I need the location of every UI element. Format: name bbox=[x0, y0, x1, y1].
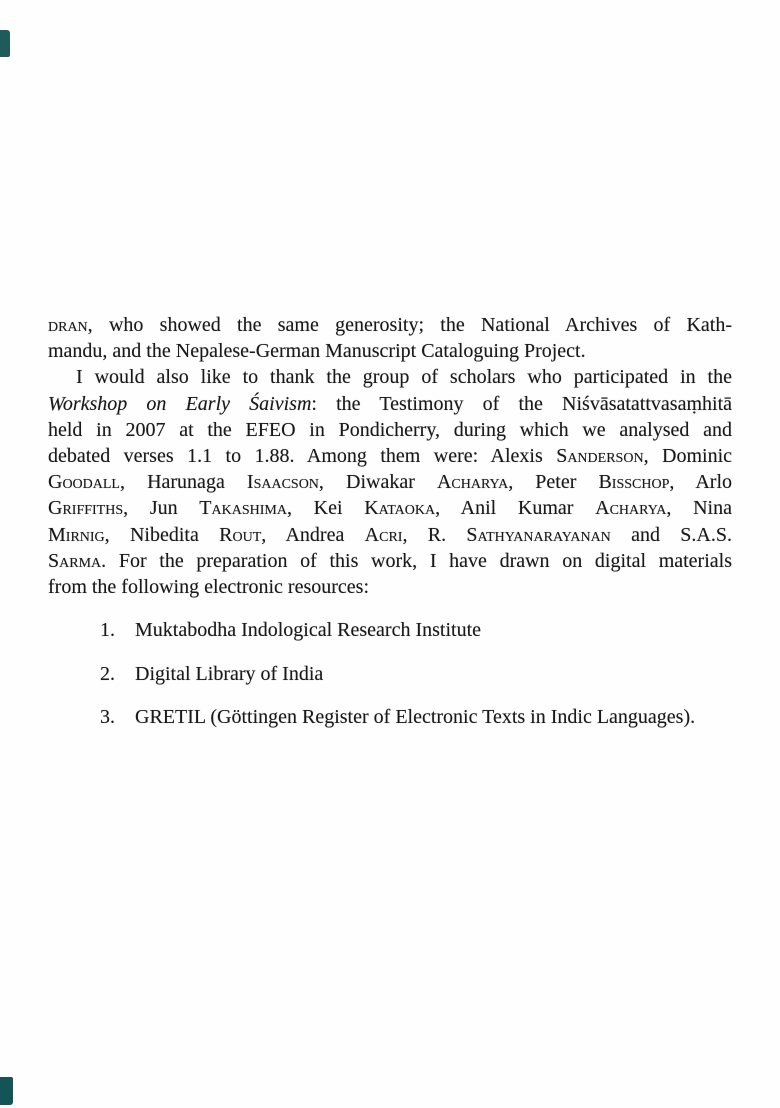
text-run: mandu, and the Nepalese-German Manuscript Cataloguing Project. bbox=[48, 340, 586, 363]
paragraph bbox=[48, 312, 732, 364]
text-line bbox=[48, 574, 732, 600]
text-line bbox=[48, 417, 732, 443]
text-line bbox=[48, 338, 732, 364]
text-run: I would also like to thank the group of scholars who participated in the bbox=[76, 366, 732, 389]
text-run: debated verses 1.1 to 1.88. Among them were: Alexis bbox=[48, 445, 557, 468]
list-number: 1. bbox=[100, 619, 115, 642]
small-caps-name: Rout bbox=[219, 523, 262, 546]
list-number: 3. bbox=[100, 706, 115, 729]
scan-artifact-top-left bbox=[0, 30, 10, 57]
text-line bbox=[48, 469, 732, 495]
text-line bbox=[48, 443, 732, 469]
small-caps-name: Acri bbox=[364, 523, 403, 546]
small-caps-name: Sarma bbox=[48, 549, 102, 572]
text-line bbox=[48, 495, 732, 521]
list-item-label: GRETIL (Göttingen Register of Electronic Texts in Indic Languages). bbox=[135, 706, 696, 729]
small-caps-name: Goodall bbox=[48, 471, 120, 494]
list-item bbox=[48, 704, 732, 730]
small-caps-name: Mirnig bbox=[48, 523, 105, 546]
small-caps-name: Acharya bbox=[595, 497, 667, 520]
paragraph bbox=[48, 364, 732, 600]
text-line bbox=[48, 522, 732, 548]
acknowledgments-text bbox=[48, 312, 732, 748]
small-caps-name: Isaacson bbox=[246, 471, 319, 494]
list-item bbox=[48, 617, 732, 643]
list-number: 2. bbox=[100, 662, 115, 685]
small-caps-name: Sanderson bbox=[556, 445, 644, 468]
text-run: , Jun bbox=[123, 497, 200, 520]
list-item bbox=[48, 661, 732, 687]
text-run: , R. bbox=[402, 523, 467, 546]
text-line bbox=[48, 312, 732, 338]
text-run: , Kei bbox=[286, 497, 365, 520]
text-run: , Diwakar bbox=[318, 471, 437, 494]
text-run: and S.A.S. bbox=[610, 523, 732, 546]
text-run: , Anil Kumar bbox=[435, 497, 596, 520]
small-caps-name: Sathyanarayanan bbox=[466, 523, 611, 546]
small-caps-name: Griffiths bbox=[48, 497, 124, 520]
small-caps-name: Acharya bbox=[436, 471, 509, 494]
text-line bbox=[48, 391, 732, 417]
text-run: , Nina bbox=[666, 497, 732, 520]
resource-list bbox=[48, 617, 732, 730]
text-run: , who showed the same generosity; the National Archives of Kath- bbox=[87, 314, 732, 336]
text-run: , Andrea bbox=[261, 523, 365, 546]
small-caps-name: Kataoka bbox=[364, 497, 436, 520]
small-caps-name: Takashima bbox=[199, 497, 287, 520]
text-run: , Harunaga bbox=[120, 471, 247, 494]
text-run: , Arlo bbox=[669, 471, 733, 494]
text-line bbox=[48, 548, 732, 574]
text-run: : the Testimony of the Niśvāsatattvasaṃhitā bbox=[311, 392, 732, 415]
small-caps-name: dran bbox=[48, 314, 88, 336]
text-run: , Nibedita bbox=[104, 523, 220, 546]
text-run: , Peter bbox=[508, 471, 599, 494]
text-run: . For the preparation of this work, I have drawn on digital materials bbox=[101, 549, 732, 572]
text-line bbox=[48, 364, 732, 390]
scan-artifact-bottom-left bbox=[0, 1077, 13, 1105]
small-caps-name: Bisschop bbox=[598, 471, 670, 494]
text-run: from the following electronic resources: bbox=[48, 576, 369, 599]
list-item-label: Muktabodha Indological Research Institute bbox=[135, 619, 482, 642]
italic-title: Workshop on Early Śaivism bbox=[48, 392, 312, 415]
body-paragraphs bbox=[48, 312, 732, 600]
text-run: , Dominic bbox=[643, 445, 733, 468]
list-item-label: Digital Library of India bbox=[135, 662, 324, 685]
text-run: held in 2007 at the EFEO in Pondicherry, during which we analysed and bbox=[48, 418, 732, 441]
